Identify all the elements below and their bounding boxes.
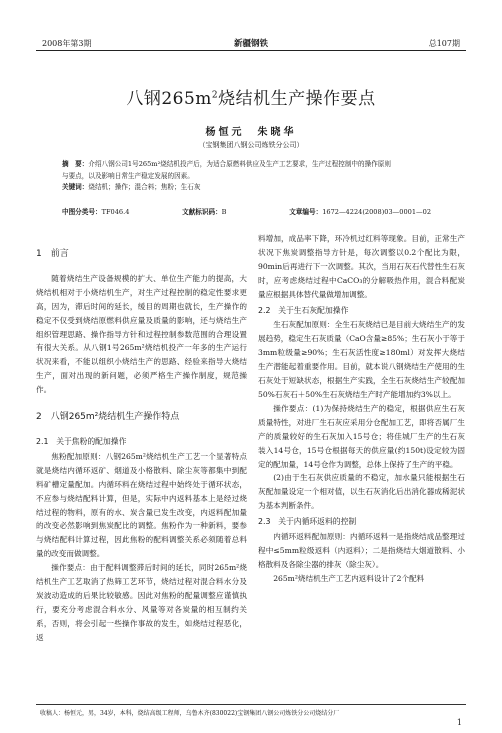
- classification-line: [62, 206, 462, 216]
- title-main: 八钢265m: [126, 89, 212, 109]
- clc-field: [62, 206, 180, 216]
- authors: 杨恒元 朱晓华: [205, 127, 297, 138]
- title-superscript: 2: [211, 90, 219, 101]
- body-paragraph: 随着烧结生产设备规模的扩大、单位生产能力的提高，大烧结机相对于小烧结机生产，对生产过程控制的稳定性要求更高，因为，滞后时间的延长，缓目的周期也就长，生产操作的稳定不仅受到烧结原燃料供应量及质量的影响，还与烧结生产组织管理思路、操作指导方针和过程控制参数范围的合理设置有很大关系。从八钢1号265m²烧结机投产一年多的生产运行状况来看，不能以组织小烧结生产的思路、经验来指导大烧结生产，面对出现的新问题，必须严格生产操作制度，规范操作。: [36, 273, 247, 395]
- issue-label: 2008年第3期: [42, 39, 92, 48]
- keywords-line: [62, 182, 452, 194]
- running-header: [36, 36, 466, 51]
- doc-code-label: 文献标识码：: [182, 208, 222, 216]
- body-paragraph: 内循环返料配加原则：内循环返料一是指烧结成品整理过程中≤5mm粒级返料（内返料）；二是指烧结大烟道散料、小格散料及各除尘器的排灰（除尘灰）。: [258, 532, 465, 569]
- section-heading-1: 1 前言: [36, 249, 69, 259]
- body-paragraph: 生石灰配加原则：全生石灰烧结已是目前大烧结生产的发展趋势，稳定生石灰质量（CaO含量≥85%；生石灰小于等于3mm粒级量≥90%；生石灰活性度≥180ml）对发挥大烧结生产潜能起着重要作用。目前，就本说八钢烧结生产使用的生石灰处于短缺状态，根据生产实践，全生石灰烧结生产较配加50%石灰石＋50%生石灰烧结生产时产能增加约3%以上。: [258, 320, 465, 399]
- article-number-field: [289, 206, 431, 216]
- right-column: [258, 232, 465, 586]
- subsection-heading-2-3: 2.3 关于内循环返料的控制: [258, 517, 357, 527]
- abstract-block: [62, 159, 452, 194]
- clc-label: 中图分类号：: [62, 208, 102, 216]
- paper-title: [0, 84, 502, 109]
- article-number-value: 1672—4224(2008)03—0001—02: [322, 208, 432, 216]
- author-footnote: 收稿人：杨恒元，男，34岁，本科，烧结高级工程师，乌鲁木齐(830022)宝钢集团八钢公司炼铁分公司烧结分厂: [40, 710, 340, 717]
- abstract-text-1: 介绍八钢公司1号265m²烧结机投产后，为适合原燃料供应及生产工艺要求，生产过程控制中的操作原则: [88, 160, 391, 168]
- body-paragraph: 265m²烧结机生产工艺内返料设计了2个配料: [273, 573, 425, 583]
- page-number: 1: [456, 718, 462, 727]
- abstract-line-2: 与要点，以及影响日常生产稳定发展的因素。: [62, 171, 194, 180]
- subsection-heading-2-2: 2.2 关于生石灰配加操作: [258, 305, 349, 315]
- body-paragraph: (2)由于生石灰供应质量的不稳定，加水量只能根据生石灰配加量设定一个相对值，以生石灰消化后出消化器成稀泥状为基本判断条件。: [258, 473, 465, 511]
- article-number-label: 文章编号：: [289, 208, 323, 216]
- body-paragraph: 料增加，成品率下降，环冷机过红料等现象。目前，正常生产状况下焦炭调整指导方针是，每次调整以0.2个配比为限，90min后再进行下一次调整。其次，当用石灰石代替性生石灰时，应考虑烧结过程中CaCO₃的分解吸热作用，混合料配炭量应根据具体替代量做增加调整。: [258, 234, 465, 299]
- body-paragraph: 操作要点：由于配料调整滞后时间的延长，同时265m²烧结机生产工艺取消了热筛工艺环节，烧结过程对混合料水分及炭波动造成的后果比较敏感。因此对焦粉的配量调整应谨慎执行，要充分考虑混合料水分、风量等对各炭量的相互制约关系，否则，将会引起一些操作事故的发生，如烧结过程恶化，返: [36, 563, 247, 642]
- journal-name: 新疆钢铁: [233, 39, 268, 49]
- left-column: [36, 234, 247, 645]
- body-paragraph: 操作要点：(1)为保持烧结生产的稳定，根据供应生石灰质量特性，对进厂生石灰应采用分仓配加工艺，即将否属厂生产的质量较好的生石灰加入15号仓；将佳城厂生产的生石灰装入14号仓，15号仓根据每天的供应量(约150t)设定较为固定的配加量，14号仓作为调整，总体上保持了生产的平稳。: [258, 403, 465, 469]
- total-issue-label: 总107期: [428, 39, 460, 48]
- keywords-label: 关键词：: [62, 183, 89, 191]
- abstract-line-1: [62, 159, 452, 171]
- section-heading-2: 2 八钢265m²烧结机生产操作特点: [36, 412, 180, 423]
- doc-code-value: B: [221, 208, 227, 216]
- keywords-text: 烧结机；操作；混合料；焦粉；生石灰: [88, 183, 201, 191]
- clc-value: TF046.4: [101, 208, 130, 216]
- doc-code-field: [182, 206, 287, 216]
- affiliation: （宝钢集团八钢公司炼铁分公司）: [198, 141, 304, 149]
- body-paragraph: 焦粉配加原则：八钢265m²烧结机生产工艺一个显著特点就是烧结内循环返矿、烟道及小格散料、除尘灰等都集中到配料矿槽定量配加。内循环料在烧结过程中始终处于循环状态，不应参与烧结配料计算，但是，实际中内返料基本上是经过烧结过程的物料，原有的水、炭含量已发生改变，内返料配加量的改变必然影响到焦炭配比的调整。焦粉作为一种新料，要参与烧结配料计算过程，因此焦粉的配料调整关系必须随着总料量的改变而做调整。: [36, 451, 247, 559]
- title-rest: 烧结机生产操作要点: [218, 89, 376, 109]
- subsection-heading-2-1: 2.1 关于焦粉的配加操作: [36, 436, 127, 446]
- abstract-label: 摘 要：: [62, 160, 89, 168]
- footnote-rule: [36, 704, 466, 705]
